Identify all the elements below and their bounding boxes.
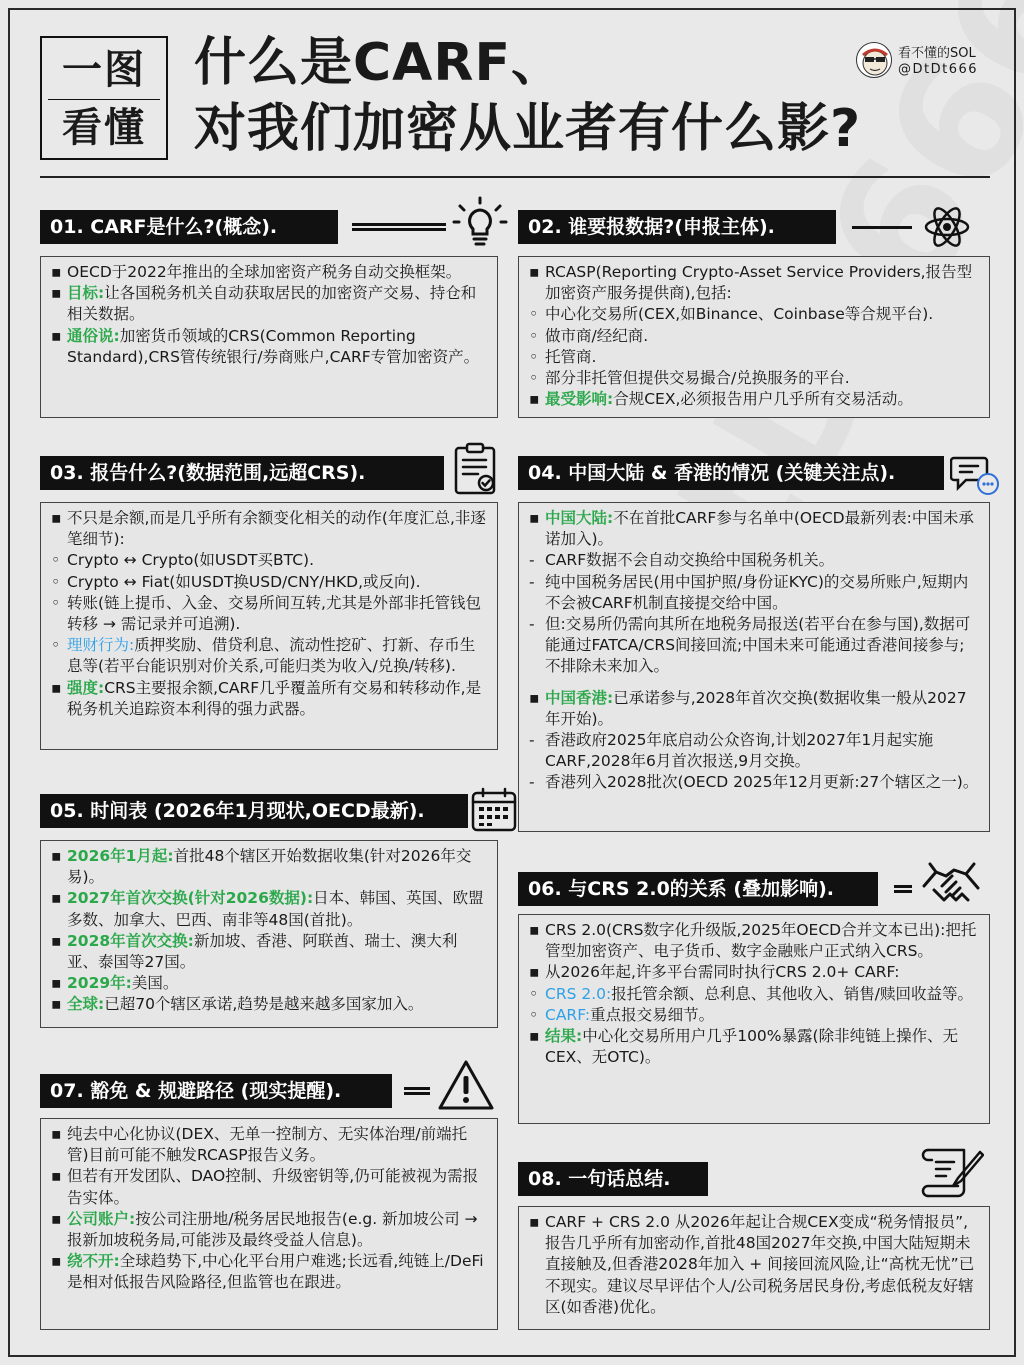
list-item [529,1026,979,1068]
item-label: 中国大陆: [545,509,614,527]
item-text: 但若有开发团队、DAO控制、升级密钥等,仍可能被视为需报告实体。 [67,1167,479,1207]
list-item [51,1124,487,1166]
section-06-heading: 06. 与CRS 2.0的关系 (叠加影响). [518,872,878,906]
list-item [51,931,487,973]
section-07-box [40,1118,498,1330]
item-text: Crypto ↔ Fiat(如USDT换USD/CNY/HKD,或反向). [67,572,421,591]
list-item [529,962,979,983]
item-text: 已超70个辖区承诺,趋势是越来越多国家加入。 [104,995,424,1014]
item-text: CARF数据不会自动交换给中国税务机关。 [545,551,835,570]
bullet-marker: ▪ [51,1209,62,1228]
section-07-rule [404,1087,430,1095]
list-item [51,678,487,720]
list-item [51,1166,487,1208]
bullet-marker: ◦ [51,572,61,591]
list-item [51,326,487,368]
item-label: 强度: [67,678,105,697]
item-text: 日本、韩国、英国、欧盟多数、加拿大、巴西、南非等48国(首批)。 [67,889,484,929]
item-label: 全球: [67,995,105,1014]
item-text: 不在首批CARF参与名单中(OECD最新列表:中国未承诺加入)。 [545,509,974,549]
list-item [51,994,487,1015]
item-label: 中国香港: [545,688,614,707]
item-text: 但:交易所仍需向其所在地税务局报送(若平台在参与国),数据可能通过FATCA/CRS间接回流;中国未来可能通过香港间接参与;不排除未来加入。 [545,615,971,676]
section-01-box [40,256,498,418]
item-text: 托管商. [545,347,597,366]
list-item [529,550,979,571]
author-name: 看不懂的SOL [898,46,976,61]
list-item [51,508,487,550]
badge-line-1: 一图 [62,47,146,93]
item-text: 新加坡、香港、阿联酋、瑞士、澳大利亚、泰国等27国。 [67,931,458,972]
list-item [51,846,487,888]
item-text: 做市商/经纪商. [545,326,649,345]
list-item [529,389,979,410]
bullet-marker: ◦ [529,347,539,366]
warning-icon [436,1058,496,1112]
list-item [529,920,979,962]
item-text: 香港政府2025年底启动公众咨询,计划2027年1月起实施CARF,2028年6月首次报送,9月交换。 [545,731,934,771]
item-label: CRS 2.0: [545,984,612,1003]
bullet-marker: ▪ [529,509,540,527]
bullet-marker: ▪ [51,847,62,865]
item-text: 转账(链上提币、入金、交易所间互转,尤其是外部非托管钱包转移 → 需记录并可追溯). [67,593,481,634]
list-item [51,635,487,677]
list-item [529,508,979,550]
section-02-box [518,256,990,418]
bullet-marker: ▪ [529,390,540,409]
list-item [529,730,979,772]
list-item [51,283,487,325]
list-item [529,262,979,304]
lightbulb-icon [452,196,508,252]
item-text: CRS主要报余额,CARF几乎覆盖所有交易和转移动作,是税务机关追踪资本利得的强力武器。 [67,678,482,718]
bullet-marker: ▪ [529,688,540,707]
item-label: 绕不开: [67,1252,120,1271]
list-item [51,1209,487,1251]
title-line-2: 对我们加密从业者有什么影? [194,99,862,159]
avatar [856,42,892,78]
list-item [51,888,487,930]
section-01-rule [352,223,446,231]
list-item [529,304,979,325]
calendar-icon [470,786,518,834]
section-01-heading: 01. CARF是什么?(概念). [40,210,338,244]
list-item [51,1251,487,1293]
section-08-box [518,1206,990,1330]
chat-bubble-icon [950,454,1000,496]
avatar-face-icon [857,43,892,78]
list-item [529,614,979,678]
section-03-heading: 03. 报告什么?(数据范围,远超CRS). [40,456,444,490]
list-item [529,772,979,793]
item-text: 按公司注册地/税务居民地报告(e.g. 新加坡公司 → 报新加坡税务局,可能涉及最终受益人信息)。 [67,1209,478,1250]
section-03-box [40,502,498,750]
section-07-heading: 07. 豁免 & 规避路径 (现实提醒). [40,1074,392,1108]
spacer [529,678,979,688]
bullet-marker: - [529,551,535,570]
item-label: 2026年1月起: [67,847,174,865]
header-divider [40,176,990,178]
bullet-marker: ▪ [51,889,62,908]
list-item [529,688,979,730]
bullet-marker: ◦ [51,551,61,570]
bullet-marker: ◦ [529,1005,539,1024]
item-text: 加密货币领域的CRS(Common Reporting Standard),CRS管传统银行/券商账户,CARF专管加密资产。 [67,326,480,366]
section-02-rule [852,226,912,229]
bullet-marker: ▪ [529,963,540,982]
bullet-marker: ▪ [51,995,62,1014]
bullet-marker: - [529,773,535,792]
item-label: 通俗说: [67,326,120,345]
section-06-box [518,914,990,1124]
list-item [529,368,979,389]
item-text: 香港列入2028批次(OECD 2025年12月更新:27个辖区之一)。 [545,773,979,792]
author-handle: @DtDt666 [898,62,979,77]
list-item [51,973,487,994]
bullet-marker: ▪ [51,509,62,527]
item-text: 合规CEX,必须报告用户几乎所有交易活动。 [613,390,913,409]
item-label: 2027年首次交换(针对2026数据): [67,889,314,908]
item-text: 报托管余额、总利息、其他收入、销售/赎回收益等。 [611,984,973,1003]
bullet-marker: ▪ [529,1027,540,1046]
item-text: 纯去中心化协议(DEX、无单一控制方、无实体治理/前端托管)目前可能不触发RCASP报告义务。 [67,1125,468,1165]
list-item [529,1212,979,1318]
title-line-1: 什么是CARF、 [194,33,564,93]
bullet-marker: ▪ [51,974,62,993]
bullet-marker: ▪ [51,1125,62,1143]
section-06-rule [894,885,912,893]
atom-icon [922,202,972,252]
item-text: OECD于2022年推出的全球加密资产税务自动交换框架。 [67,263,462,281]
badge-line-2: 看懂 [62,105,146,151]
item-text: 让各国税务机关自动获取居民的加密资产交易、持仓和相关数据。 [67,284,477,324]
bullet-marker: ▪ [529,1213,540,1231]
list-item [529,984,979,1005]
item-label: 2028年首次交换: [67,931,194,950]
item-text: CARF + CRS 2.0 从2026年起让合规CEX变成“税务情报员”,报告几乎所有加密动作,首批48国2027年交换,中国大陆短期未直接触及,但香港2028年加入 + 间接回流风险,让“高枕无忧”已不现实。建议尽早评估个人/公司税务居民身份,考虑低税友好辖区(如香港)优化。 [545,1213,975,1316]
bullet-marker: ◦ [51,636,61,655]
item-text: 已承诺参与,2028年首次交换(数据收集一般从2027年开始)。 [545,688,967,728]
item-text: Crypto ↔ Crypto(如USDT买BTC). [67,551,315,570]
list-item [529,1005,979,1026]
item-label: 公司账户: [67,1209,136,1228]
bullet-marker: ▪ [51,678,62,697]
item-label: 结果: [545,1027,583,1046]
section-04-box [518,502,990,832]
bullet-marker: - [529,731,535,750]
list-item [529,572,979,614]
scroll-pen-icon [920,1144,984,1202]
list-item [51,593,487,635]
list-item [51,572,487,593]
section-04-heading: 04. 中国大陆 & 香港的情况 (关键关注点). [518,456,944,490]
bullet-marker: ▪ [529,921,540,939]
bullet-marker: ◦ [529,369,539,388]
bullet-marker: ◦ [529,984,539,1003]
item-label: 理财行为: [67,636,135,655]
item-text: 美国。 [131,974,179,993]
section-05-heading: 05. 时间表 (2026年1月现状,OECD最新). [40,794,468,828]
author-block [856,40,1006,82]
item-text: 部分非托管但提供交易撮合/兑换服务的平台. [545,369,850,388]
bullet-marker: - [529,615,535,634]
item-text: RCASP(Reporting Crypto-Asset Service Providers,报告型加密资产服务提供商),包括: [545,263,973,303]
bullet-marker: ▪ [51,284,62,303]
bullet-marker: ◦ [529,326,539,345]
list-item [51,262,487,283]
list-item [529,326,979,347]
item-text: 纯中国税务居民(用中国护照/身份证KYC)的交易所账户,短期内不会被CARF机制直接提交给中国。 [545,572,969,612]
item-text: 从2026年起,许多平台需同时执行CRS 2.0+ CARF: [545,963,900,982]
clipboard-check-icon [452,442,500,496]
section-02-heading: 02. 谁要报数据?(申报主体). [518,210,836,244]
bullet-marker: ▪ [51,1252,62,1271]
bullet-marker: ▪ [51,263,62,281]
section-05-box [40,840,498,1028]
bullet-marker: ▪ [51,931,62,950]
bullet-marker: ▪ [51,1167,62,1186]
bullet-marker: ▪ [51,326,62,345]
list-item [529,347,979,368]
item-text: 质押奖励、借贷利息、流动性挖矿、打新、存币生息等(若平台能识别对价关系,可能归类为收入/兑换/转移). [67,636,476,676]
item-text: 中心化交易所(CEX,如Binance、Coinbase等合规平台). [545,305,934,324]
item-text: CRS 2.0(CRS数字化升级版,2025年OECD合并文本已出):把托管型加密资产、电子货币、数字金融账户正式纳入CRS。 [545,921,977,961]
handshake-icon [920,856,982,912]
item-text: 中心化交易所用户几乎100%暴露(除非纯链上操作、无CEX、无OTC)。 [545,1027,959,1067]
item-text: 全球趋势下,中心化平台用户难逃;长远看,纯链上/DeFi是相对低报告风险路径,但监管也在跟进。 [67,1252,484,1292]
bullet-marker: ◦ [51,593,61,612]
item-text: 首批48个辖区开始数据收集(针对2026年交易)。 [67,847,472,887]
item-label: CARF: [545,1005,591,1024]
item-label: 目标: [67,284,105,303]
bullet-marker: ▪ [529,263,540,281]
item-text: 重点报交易细节。 [590,1005,715,1024]
header-badge [40,36,168,160]
bullet-marker: ◦ [529,305,539,324]
item-label: 最受影响: [545,390,614,409]
item-label: 2029年: [67,974,132,993]
bullet-marker: - [529,572,535,591]
list-item [51,550,487,571]
item-text: 不只是余额,而是几乎所有余额变化相关的动作(年度汇总,非逐笔细节): [67,509,486,549]
section-08-heading: 08. 一句话总结. [518,1162,708,1196]
